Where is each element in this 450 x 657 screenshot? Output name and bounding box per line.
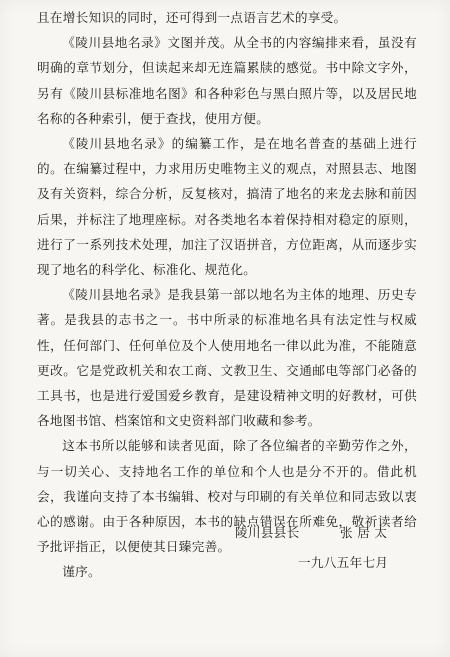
paragraph-contents-overview: 《陵川县地名录》文图并茂。从全书的内容编排来看，虽没有明确的章节划分，但读起来却无连篇累牍的感觉。书中除文字外，另有《陵川县标准地名图》和各种彩色与黑白照片等，以及居民地名称的各种索引，便于查找，使用方便。	[37, 35, 417, 126]
signature-title: 陵川县县长	[235, 525, 300, 540]
signature-name: 张 居 太	[340, 525, 388, 540]
signature-date: 一九八五年七月	[298, 555, 389, 570]
paragraph-closing: 谨序。	[62, 564, 101, 580]
paragraph-compilation-process: 《陵川县地名录》的编纂工作，是在地名普查的基础上进行的。在编纂过程中，力求用历史唯物主义的观点，对照县志、地图及有关资料，综合分析，反复核对，搞清了地名的来龙去脉和前因后果，并标注了地理座标。对各类地名本着保持相对稳定的原则，进行了一系列技术处理，加注了汉语拼音，方位距离，从而逐步实现了地名的科学化、标准化、规范化。	[37, 136, 417, 278]
paragraph-acknowledgements: 这本书所以能够和读者见面，除了各位编者的辛勤劳作之外，与一切关心、支持地名工作的单位和个人也是分不开的。借此机会，我谨向支持了本书编辑、校对与印刷的有关单位和同志致以衷心的感谢。由于各种原因，本书的缺点错误在所难免，敬祈读者给予批评指正，以便使其日臻完善。	[37, 438, 417, 555]
paragraph-continued: 且在增长知识的同时，还可得到一点语言艺术的享受。	[37, 10, 347, 25]
preface-body	[37, 5, 417, 585]
paragraph-significance: 《陵川县地名录》是我县第一部以地名为主体的地理、历史专著。是我县的志书之一。书中所录的标准地名具有法定性与权威性，任何部门、任何单位及个人使用地名一律以此为准，不能随意更改。它是党政机关和农工商、文教卫生、交通邮电等部门必备的工具书，也是进行爱国爱乡教育，是建设精神文明的好教材，可供各地图书馆、档案馆和文史资料部门收藏和参考。	[37, 287, 417, 429]
